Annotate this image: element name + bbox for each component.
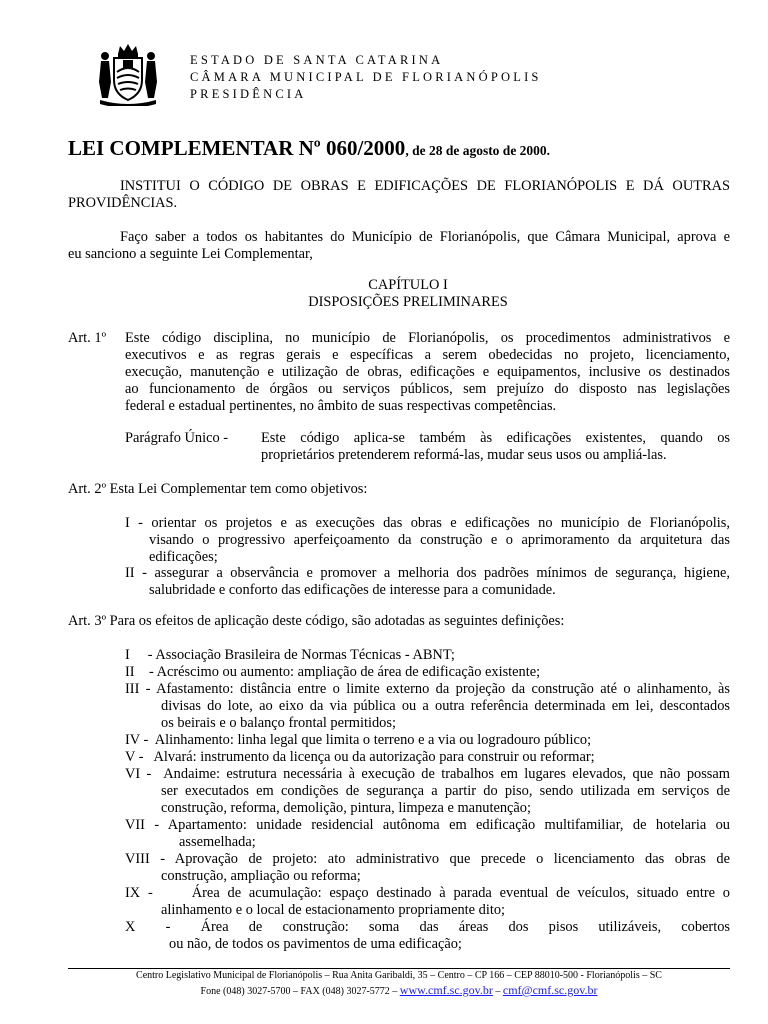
ementa-line: INSTITUI O CÓDIGO DE OBRAS E EDIFICAÇÕES DE FLORIANÓPOLIS E DÁ OUTRAS bbox=[120, 178, 730, 194]
law-date: , de 28 de agosto de 2000. bbox=[405, 143, 551, 158]
article-line: ao funcionamento de órgãos ou serviços públicos, sem prejuízo do disposto nas legislações bbox=[125, 381, 730, 397]
paragraph-line: Este código aplica-se também às edificações existentes, quando os bbox=[261, 430, 730, 446]
definition-line: X - Área de construção: soma das áreas dos pisos utilizáveis, cobertos bbox=[125, 919, 730, 935]
article-line: Este código disciplina, no município de Florianópolis, os procedimentos administrativos e bbox=[125, 330, 730, 346]
institution-header bbox=[190, 52, 542, 103]
definition-line: ou não, de todos os pavimentos de uma edificação; bbox=[169, 936, 462, 952]
definition-item bbox=[125, 647, 730, 664]
chapter-heading bbox=[68, 277, 748, 311]
item-line: salubridade e conforto das edificações de interesse para a comunidade. bbox=[149, 582, 556, 598]
chapter-number: CAPÍTULO I bbox=[368, 277, 448, 293]
article-line: executivos e as regras gerais e específicas a serem obedecidas no projeto, licenciamento, bbox=[125, 347, 730, 363]
definition-item bbox=[125, 732, 730, 749]
article-line: federal e estadual pertinentes, no âmbito de suas respectivas competências. bbox=[125, 398, 557, 414]
preamble-line: Faço saber a todos os habitantes do Município de Florianópolis, que Câmara Municipal, aprova e bbox=[120, 229, 730, 245]
definition-item bbox=[125, 851, 730, 885]
footer-address: Centro Legislativo Municipal de Florianópolis – Rua Anita Garibaldi, 35 – Centro – CP 166 – CEP 88010-500 - Florianópolis – SC bbox=[136, 970, 662, 981]
definition-item bbox=[125, 817, 730, 851]
definition-line: III - Afastamento: distância entre o limite externo da projeção da construção até o alinhamento, às bbox=[125, 681, 730, 697]
article-2-intro: Art. 2º Esta Lei Complementar tem como objetivos: bbox=[68, 481, 368, 497]
chapter-name: DISPOSIÇÕES PRELIMINARES bbox=[308, 294, 508, 310]
item-line: II - assegurar a observância e promover a melhoria dos padrões mínimos de segurança, higiene, bbox=[125, 565, 730, 581]
coat-of-arms-emblem bbox=[96, 42, 160, 106]
paragraph-unico-label: Parágrafo Único - bbox=[125, 430, 229, 446]
definition-item bbox=[125, 664, 730, 681]
article-1-text bbox=[125, 330, 730, 415]
definition-line: construção, reforma, demolição, pintura, limpeza e manutenção; bbox=[161, 800, 532, 816]
definition-line: construção, ampliação ou reforma; bbox=[161, 868, 361, 884]
footer-separator: – bbox=[492, 986, 503, 997]
footer-contact bbox=[68, 983, 730, 998]
article-3-intro: Art. 3º Para os efeitos de aplicação deste código, são adotadas as seguintes definições: bbox=[68, 613, 565, 629]
definition-line: IX - Área de acumulação: espaço destinado à parada eventual de veículos, situado entre o bbox=[125, 885, 730, 901]
item-line: I - orientar os projetos e as execuções das obras e edificações no município de Florianópolis, bbox=[125, 515, 730, 531]
definition-line: II - Acréscimo ou aumento: ampliação de área de edificação existente; bbox=[125, 664, 541, 680]
paragraph-line: proprietários pretenderem reformá-las, mudar seus usos ou ampliá-las. bbox=[261, 447, 667, 463]
item-line: visando o progressivo aperfeiçoamento da construção e o aprimoramento da arquitetura das bbox=[149, 532, 730, 548]
footer-divider bbox=[68, 968, 730, 969]
definition-line: VIII - Aprovação de projeto: ato administrativo que precede o licenciamento das obras de bbox=[125, 851, 730, 867]
header-presidency: PRESIDÊNCIA bbox=[190, 87, 307, 101]
definition-line: divisas do lote, ao eixo da via pública ou a outra referência determinada em lei, descontados bbox=[161, 698, 730, 714]
definition-line: assemelhada; bbox=[179, 834, 256, 850]
definition-line: alinhamento e o local de estacionamento propriamente dito; bbox=[161, 902, 506, 918]
definition-item bbox=[125, 885, 730, 919]
paragraph-unico-text bbox=[261, 430, 730, 464]
article-1-label: Art. 1º bbox=[68, 330, 107, 346]
article-line: execução, manutenção e utilização de obras, edificações e equipamentos, inclusive os destinados bbox=[125, 364, 730, 380]
header-chamber: CÂMARA MUNICIPAL DE FLORIANÓPOLIS bbox=[190, 70, 542, 84]
definition-item bbox=[125, 919, 730, 953]
definition-line: VI - Andaime: estrutura necessária à execução de trabalhos em lugares elevados, que não possam bbox=[125, 766, 730, 782]
preamble bbox=[68, 229, 730, 263]
ementa bbox=[68, 178, 730, 212]
email-link[interactable]: cmf@cmf.sc.gov.br bbox=[502, 983, 598, 997]
law-number: LEI COMPLEMENTAR Nº 060/2000 bbox=[68, 136, 406, 160]
definition-item bbox=[125, 766, 730, 817]
definition-item bbox=[125, 749, 730, 766]
item-line: edificações; bbox=[149, 549, 218, 565]
definition-line: os beirais e o balanço frontal permitidos; bbox=[161, 715, 396, 731]
header-state: ESTADO DE SANTA CATARINA bbox=[190, 53, 444, 67]
website-link[interactable]: www.cmf.sc.gov.br bbox=[399, 983, 493, 997]
definition-item bbox=[125, 681, 730, 732]
definition-line: VII - Apartamento: unidade residencial autônoma em edificação multifamiliar, de hotelaria ou bbox=[125, 817, 730, 833]
definition-line: I - Associação Brasileira de Normas Técnicas - ABNT; bbox=[125, 647, 455, 663]
footer-phone: Fone (048) 3027-5700 – FAX (048) 3027-5772 – bbox=[200, 986, 400, 997]
article-2-item-2 bbox=[125, 565, 730, 599]
definitions-list bbox=[125, 647, 730, 953]
definition-line: IV - Alinhamento: linha legal que limita o terreno e a via ou logradouro público; bbox=[125, 732, 592, 748]
law-title bbox=[68, 136, 550, 161]
article-2-item-1 bbox=[125, 515, 730, 566]
preamble-line: eu sanciono a seguinte Lei Complementar, bbox=[68, 246, 313, 262]
definition-line: ser executados em condições de segurança a partir do piso, sendo utilizada em serviços de bbox=[161, 783, 730, 799]
definition-line: V - Alvará: instrumento da licença ou da autorização para construir ou reformar; bbox=[125, 749, 595, 765]
ementa-line: PROVIDÊNCIAS. bbox=[68, 195, 178, 211]
